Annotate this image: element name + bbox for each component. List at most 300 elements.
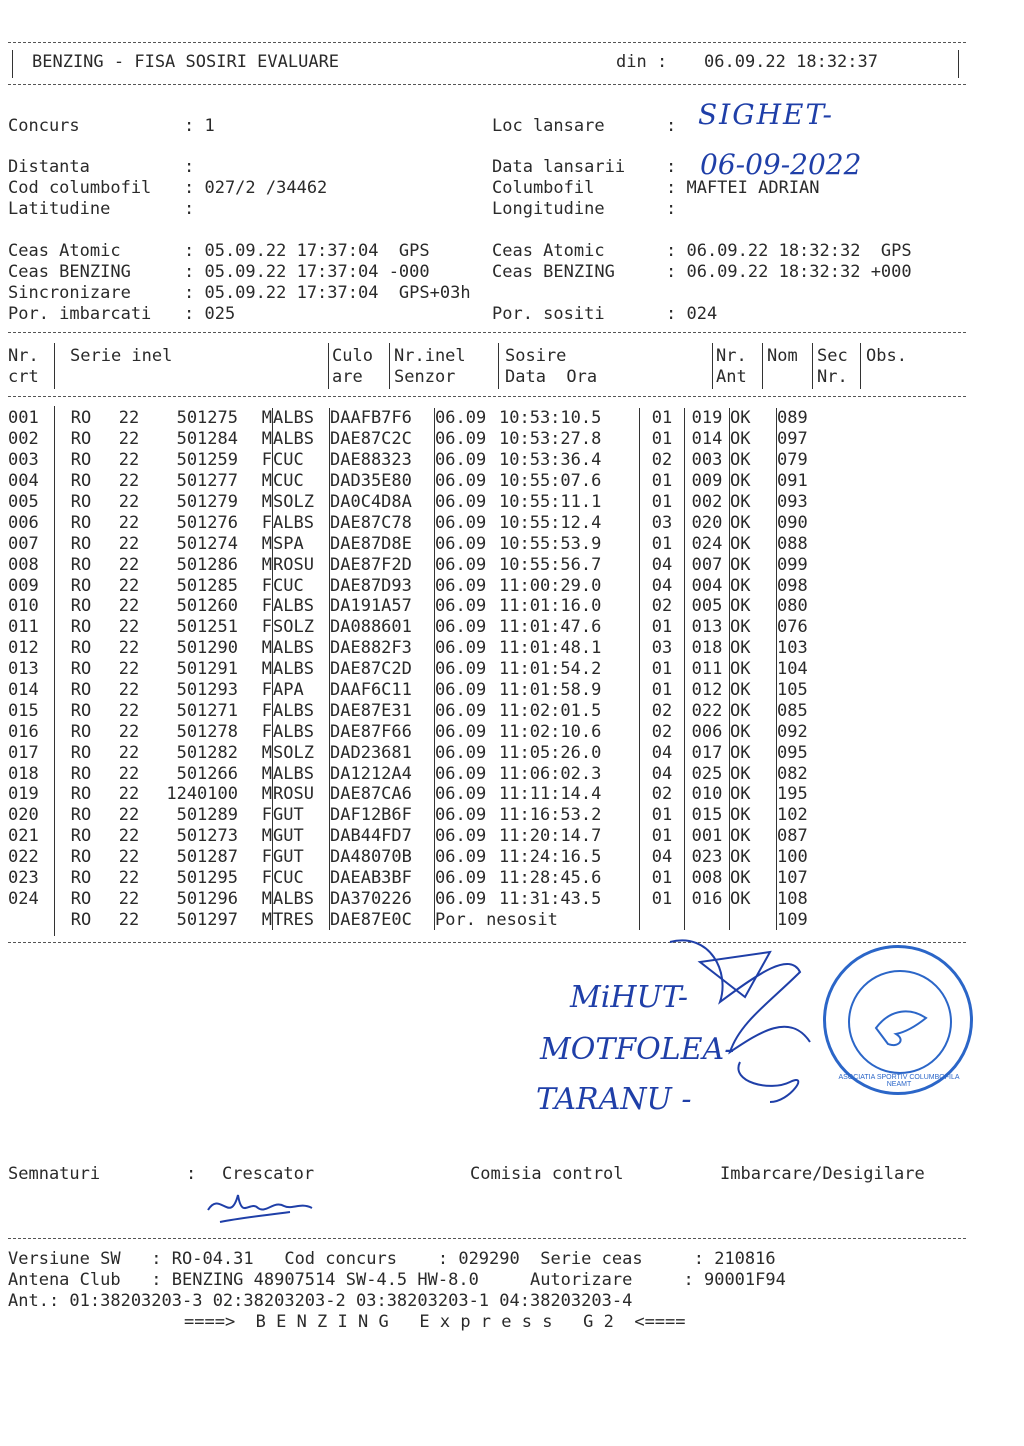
cell-sen: DAE87F2D — [330, 554, 435, 575]
cell-yr: 22 — [118, 617, 140, 638]
cell-nr: 020 — [8, 805, 39, 826]
col-data-ora: Data Ora — [505, 367, 598, 387]
cell-ant: 01 — [640, 680, 685, 701]
cell-yr: 22 — [118, 471, 140, 492]
cell-col: SOLZ — [273, 492, 330, 513]
cell-sec: OK — [730, 575, 777, 596]
data-lansarii-label: Data lansarii — [492, 157, 626, 177]
col-are: are — [332, 367, 363, 387]
cell-col: ALBS — [273, 888, 330, 909]
cod-columbofil-value: : 027/2 /34462 — [184, 178, 328, 198]
cell-time: 11:02:10.6 — [499, 721, 602, 742]
cell-nom: 019 — [685, 408, 730, 429]
cell-sex: M — [261, 638, 272, 659]
cell-ant: 04 — [640, 575, 685, 596]
cell-yr: 22 — [118, 700, 140, 721]
col-ant: Ant — [716, 367, 747, 387]
cell-time: 11:06:02.3 — [499, 763, 602, 784]
cell-ro: RO — [70, 868, 92, 889]
table-row — [8, 763, 867, 784]
cell-col: APA — [273, 680, 330, 701]
committee-signature-scribble — [640, 912, 840, 1122]
cell-date: 06.09 — [435, 575, 500, 596]
cell-date: 06.09 — [435, 492, 500, 513]
cell-time: 11:00:29.0 — [499, 575, 602, 596]
cell-obs: 098 — [777, 575, 868, 596]
cell-sec: OK — [730, 533, 777, 554]
cell-sec: OK — [730, 512, 777, 533]
cell-sen: DA088601 — [330, 617, 435, 638]
col-culo: Culo — [332, 346, 373, 366]
cell-nr: 003 — [8, 450, 39, 471]
cell-ant: 04 — [640, 847, 685, 868]
ceas-atomic-right-label: Ceas Atomic — [492, 241, 605, 261]
din-value: 06.09.22 18:32:37 — [704, 52, 878, 72]
table-row — [8, 847, 867, 868]
cell-nr: 018 — [8, 763, 39, 784]
col-sosire: Sosire — [505, 346, 567, 366]
cell-yr: 22 — [118, 533, 140, 554]
cell-ant: 01 — [640, 868, 685, 889]
cell-obs: 100 — [777, 847, 868, 868]
concurs-value: : 1 — [184, 116, 215, 136]
cell-ro: RO — [70, 888, 92, 909]
cell-sex: F — [261, 596, 272, 617]
cell-sec: OK — [730, 429, 777, 450]
cell-nr — [8, 909, 54, 930]
cell-ro: RO — [70, 847, 92, 868]
col-sep — [860, 343, 861, 389]
table-row — [8, 784, 867, 805]
cell-yr: 22 — [118, 888, 140, 909]
cell-sex: M — [261, 408, 272, 429]
table-top-rule — [8, 332, 966, 333]
cell-col: ALBS — [273, 700, 330, 721]
cell-ro: RO — [70, 638, 92, 659]
cell-nom: 018 — [685, 638, 730, 659]
cell-ant: 03 — [640, 512, 685, 533]
cell-obs: 095 — [777, 742, 868, 763]
cell-sen: DAE87E31 — [330, 700, 435, 721]
handwritten-loc-lansare: SIGHET- — [698, 98, 834, 131]
semnaturi-colon: : — [186, 1164, 197, 1184]
cell-obs: 082 — [777, 763, 868, 784]
cell-ring: 501266 — [176, 763, 238, 784]
cell-nom: 001 — [685, 826, 730, 847]
cell-col: CUC — [273, 575, 330, 596]
table-row — [8, 554, 867, 575]
cell-sec: OK — [730, 680, 777, 701]
cell-nom: 003 — [685, 450, 730, 471]
cell-obs: 090 — [777, 512, 868, 533]
cell-date: 06.09 — [435, 721, 500, 742]
cell-obs: 109 — [777, 909, 868, 930]
data-lansarii-value: : — [666, 157, 677, 177]
cell-sen: DA48070B — [330, 847, 435, 868]
cell-col: ALBS — [273, 596, 330, 617]
cell-sec: OK — [730, 847, 777, 868]
cell-time: 10:55:56.7 — [499, 554, 602, 575]
cell-ring: 501295 — [176, 868, 238, 889]
cell-nr: 022 — [8, 847, 39, 868]
cell-time: 11:01:48.1 — [499, 638, 602, 659]
cell-col: ROSU — [273, 554, 330, 575]
loc-lansare-value: : — [666, 116, 677, 136]
cell-sec: OK — [730, 408, 777, 429]
cell-nr: 001 — [8, 408, 39, 429]
header-bottom-rule — [8, 84, 966, 85]
cell-date: 06.09 — [435, 847, 500, 868]
cell-sec: OK — [730, 763, 777, 784]
latitudine-value: : — [184, 199, 195, 219]
cell-col: ROSU — [273, 784, 330, 805]
cell-sec: OK — [730, 659, 777, 680]
cell-nr: 014 — [8, 680, 39, 701]
col-sec-nr: Nr. — [817, 367, 848, 387]
cell-col: GUT — [273, 847, 330, 868]
footer-line-4: ====> B E N Z I N G E x p r e s s G 2 <==== — [184, 1312, 686, 1332]
cell-nr: 011 — [8, 617, 39, 638]
cell-sec: OK — [730, 784, 777, 805]
cell-ant: 02 — [640, 700, 685, 721]
cell-obs: 104 — [777, 659, 868, 680]
cell-time: 11:05:26.0 — [499, 742, 602, 763]
cell-ant: 02 — [640, 596, 685, 617]
cell-nom: 008 — [685, 868, 730, 889]
cell-ant: 01 — [640, 659, 685, 680]
header-top-rule — [8, 42, 966, 43]
cell-ring: 501275 — [176, 408, 238, 429]
cell-ro: RO — [70, 763, 92, 784]
cell-sex: M — [261, 471, 272, 492]
cell-obs: 195 — [777, 784, 868, 805]
cell-ring: 501286 — [176, 554, 238, 575]
cell-ring: 501291 — [176, 659, 238, 680]
cell-ro: RO — [70, 450, 92, 471]
report-title: BENZING - FISA SOSIRI EVALUARE — [32, 52, 340, 72]
table-row — [8, 450, 867, 471]
cell-nom: 005 — [685, 596, 730, 617]
col-sep — [498, 343, 499, 389]
table-row — [8, 805, 867, 826]
cell-sen: DAE87C2D — [330, 659, 435, 680]
header-right-bar — [958, 50, 959, 78]
cell-ring: 501271 — [176, 700, 238, 721]
cell-time: 11:01:54.2 — [499, 659, 602, 680]
distanta-label: Distanta — [8, 157, 90, 177]
cell-yr: 22 — [118, 784, 140, 805]
cell-sec: OK — [730, 888, 777, 909]
cell-col: ALBS — [273, 721, 330, 742]
cell-nr: 004 — [8, 471, 39, 492]
cell-sex: F — [261, 700, 272, 721]
semnaturi-label: Semnaturi — [8, 1164, 101, 1184]
handwritten-name-1: MiHUT- — [570, 980, 689, 1015]
cell-sex: F — [261, 868, 272, 889]
cell-sen: DAAFB7F6 — [330, 408, 435, 429]
cell-obs: 080 — [777, 596, 868, 617]
cell-nom: 024 — [685, 533, 730, 554]
col-sep — [762, 343, 763, 389]
cell-yr: 22 — [118, 742, 140, 763]
cell-yr: 22 — [118, 429, 140, 450]
cell-ro: RO — [70, 659, 92, 680]
cell-time: 11:01:47.6 — [499, 617, 602, 638]
cell-sen: DAEAB3BF — [330, 868, 435, 889]
cell-col: GUT — [273, 805, 330, 826]
cell-ring: 501276 — [176, 512, 238, 533]
cell-ring: 501290 — [176, 638, 238, 659]
col-sep — [328, 343, 329, 389]
cell-ring: 501277 — [176, 471, 238, 492]
cell-sen: DAE87D93 — [330, 575, 435, 596]
cell-yr: 22 — [118, 450, 140, 471]
ceas-benzing-left-value: : 05.09.22 17:37:04 -000 — [184, 262, 430, 282]
latitudine-label: Latitudine — [8, 199, 111, 219]
cell-ro: RO — [70, 826, 92, 847]
col-sep — [812, 343, 813, 389]
columbofil-value: : MAFTEI ADRIAN — [666, 178, 820, 198]
cell-sen: DAB44FD7 — [330, 826, 435, 847]
cell-sen: DAE882F3 — [330, 638, 435, 659]
cell-date: 06.09 — [435, 471, 500, 492]
distanta-value: : — [184, 157, 195, 177]
col-serie-inel: Serie inel — [70, 346, 173, 366]
cell-nom: 012 — [685, 680, 730, 701]
ceas-atomic-right-value: : 06.09.22 18:32:32 GPS — [666, 241, 912, 261]
cell-date: 06.09 — [435, 596, 500, 617]
cell-date: 06.09 — [435, 429, 500, 450]
cell-sex: M — [261, 492, 272, 512]
cell-time: 11:24:16.5 — [499, 847, 602, 868]
cell-sen: DAE87F66 — [330, 721, 435, 742]
cell-ring: 501278 — [176, 721, 238, 742]
cell-time: 11:01:16.0 — [499, 596, 602, 617]
cell-obs: 105 — [777, 680, 868, 701]
cell-nom: 011 — [685, 659, 730, 680]
cell-yr: 22 — [118, 575, 140, 596]
cell-yr: 22 — [118, 554, 140, 575]
cell-sen: DA191A57 — [330, 596, 435, 617]
cell-nr: 013 — [8, 659, 39, 680]
imbarcare-label: Imbarcare/Desigilare — [720, 1164, 925, 1184]
cell-time: 11:20:14.7 — [499, 826, 602, 847]
footer-line-2: Antena Club : BENZING 48907514 SW-4.5 HW-8.0 Autorizare : 90001F94 — [8, 1270, 786, 1290]
cell-ring: 501274 — [176, 533, 238, 554]
cell-ring: 501284 — [176, 429, 238, 450]
cell-nom: 017 — [685, 742, 730, 763]
ceas-atomic-left-label: Ceas Atomic — [8, 241, 121, 261]
cell-ant: 01 — [640, 617, 685, 638]
cell-ant: 02 — [640, 784, 685, 805]
col-sep — [389, 343, 390, 389]
cell-date: 06.09 — [435, 408, 500, 429]
cell-ro: RO — [70, 429, 92, 450]
cell-time: 10:55:07.6 — [499, 471, 602, 492]
cell-yr: 22 — [118, 638, 140, 659]
cell-date: 06.09 — [435, 826, 500, 847]
cell-sex: F — [261, 847, 272, 868]
crescator-signature — [200, 1180, 320, 1230]
cell-time: 10:55:53.9 — [499, 533, 602, 554]
cell-col: ALBS — [273, 429, 330, 450]
ceas-benzing-right-value: : 06.09.22 18:32:32 +000 — [666, 262, 912, 282]
cell-col: ALBS — [273, 512, 330, 533]
cell-obs: 099 — [777, 554, 868, 575]
cell-yr: 22 — [118, 763, 140, 784]
cell-col: CUC — [273, 868, 330, 889]
cell-nr: 002 — [8, 429, 39, 450]
cell-date: 06.09 — [435, 450, 500, 471]
cell-nom: 016 — [685, 888, 730, 909]
association-stamp — [823, 945, 973, 1095]
table-row — [8, 826, 867, 847]
cell-obs: 097 — [777, 429, 868, 450]
col-nr-inel: Nr.inel — [394, 346, 466, 366]
ceas-benzing-left-label: Ceas BENZING — [8, 262, 131, 282]
cell-sec: OK — [730, 805, 777, 826]
cell-date: 06.09 — [435, 742, 500, 763]
col-senzor: Senzor — [394, 367, 456, 387]
cell-ant: 01 — [640, 471, 685, 492]
cell-col: ALBS — [273, 659, 330, 680]
cell-sec: OK — [730, 450, 777, 471]
cell-ro: RO — [70, 596, 92, 617]
cell-nr: 021 — [8, 826, 39, 847]
cell-ant: 04 — [640, 763, 685, 784]
cell-sen: DAE87C78 — [330, 512, 435, 533]
cell-time: 10:53:10.5 — [499, 408, 602, 429]
ceas-atomic-left-value: : 05.09.22 17:37:04 GPS — [184, 241, 430, 261]
col-crt: crt — [8, 367, 39, 387]
cell-ring: 501296 — [176, 888, 238, 909]
cell-nr: 007 — [8, 533, 39, 554]
col-nom: Nom — [767, 346, 798, 366]
cell-sex: M — [261, 763, 272, 784]
cell-col: ALBS — [273, 408, 330, 429]
cell-date: 06.09 — [435, 888, 500, 909]
cell-obs: 079 — [777, 450, 868, 471]
handwritten-data-lansarii: 06-09-2022 — [700, 148, 862, 181]
cell-sec: OK — [730, 700, 777, 721]
cell-sex: M — [261, 742, 272, 763]
cell-obs: 087 — [777, 826, 868, 847]
cell-date: 06.09 — [435, 512, 500, 533]
arrivals-table-body — [8, 408, 867, 930]
cell-ring: 501293 — [176, 680, 238, 701]
cell-ro: RO — [70, 471, 92, 492]
cell-obs: 093 — [777, 492, 868, 513]
table-row — [8, 742, 867, 763]
cell-nom: 002 — [685, 492, 730, 513]
cell-ro: RO — [70, 721, 92, 742]
cell-time: 10:53:36.4 — [499, 450, 602, 471]
cell-sen: DAE87E0C — [330, 909, 435, 930]
cell-col: SOLZ — [273, 742, 330, 763]
cell-ant: 04 — [640, 554, 685, 575]
handwritten-name-2: MOTFOLEA- — [540, 1032, 735, 1067]
cell-sen: DAE87CA6 — [330, 784, 435, 805]
cell-nom: 022 — [685, 700, 730, 721]
cell-ant: 01 — [640, 492, 685, 513]
cell-nom: 009 — [685, 471, 730, 492]
por-sositi-label: Por. sositi — [492, 304, 605, 324]
cell-ro: RO — [70, 408, 92, 429]
cell-obs: 089 — [777, 408, 868, 429]
col-sec: Sec — [817, 346, 848, 366]
cell-yr: 22 — [118, 847, 140, 868]
cell-ro: RO — [70, 742, 92, 763]
table-row — [8, 868, 867, 889]
cell-sex: F — [261, 617, 272, 638]
cell-ro: RO — [70, 492, 92, 512]
cell-nom: 006 — [685, 721, 730, 742]
table-row — [8, 721, 867, 742]
cell-nom: 013 — [685, 617, 730, 638]
table-row — [8, 617, 867, 638]
table-row — [8, 471, 867, 492]
cell-col: SPA — [273, 533, 330, 554]
cell-nr: 019 — [8, 784, 39, 805]
table-row — [8, 638, 867, 659]
cell-sec: OK — [730, 826, 777, 847]
header-left-bar — [12, 50, 13, 78]
cell-ring: 501282 — [176, 742, 238, 763]
ceas-benzing-right-label: Ceas BENZING — [492, 262, 615, 282]
col-nr: Nr. — [8, 346, 39, 366]
cell-yr: 22 — [118, 659, 140, 680]
stamp-text: ASOCIATIA SPORTIV COLUMBOFILA NEAMT — [838, 1074, 960, 1088]
cell-ring: 501273 — [176, 826, 238, 847]
cell-date: 06.09 — [435, 763, 500, 784]
cell-date: 06.09 — [435, 784, 500, 805]
por-imbarcati-value: : 025 — [184, 304, 236, 324]
cell-obs: 076 — [777, 617, 868, 638]
cell-sex: F — [261, 805, 272, 826]
cell-sen: DA1212A4 — [330, 763, 435, 784]
cell-ant: 01 — [640, 429, 685, 450]
cell-nr: 005 — [8, 492, 39, 512]
cod-columbofil-label: Cod columbofil — [8, 178, 152, 198]
cell-yr: 22 — [118, 909, 140, 930]
cell-date: 06.09 — [435, 533, 500, 554]
table-row — [8, 680, 867, 701]
cell-ro: RO — [70, 700, 92, 721]
cell-yr: 22 — [118, 492, 140, 512]
cell-date: 06.09 — [435, 680, 500, 701]
table-row — [8, 512, 867, 533]
cell-sec: OK — [730, 638, 777, 659]
por-imbarcati-label: Por. imbarcati — [8, 304, 152, 324]
cell-ring: 501297 — [176, 909, 238, 930]
col-nr-ant: Nr. — [716, 346, 747, 366]
cell-obs: 091 — [777, 471, 868, 492]
cell-sen: DA0C4D8A — [330, 492, 435, 513]
cell-nom: 014 — [685, 429, 730, 450]
cell-nr: 016 — [8, 721, 39, 742]
cell-nom: 020 — [685, 512, 730, 533]
cell-sec: OK — [730, 471, 777, 492]
cell-obs: 092 — [777, 721, 868, 742]
cell-sex: M — [261, 429, 272, 450]
comisia-control-label: Comisia control — [470, 1164, 624, 1184]
cell-sex: M — [261, 909, 272, 930]
cell-nr: 009 — [8, 575, 39, 596]
footer-top-rule — [8, 1238, 966, 1239]
cell-nom: 007 — [685, 554, 730, 575]
table-row — [8, 533, 867, 554]
cell-sen: DA370226 — [330, 888, 435, 909]
